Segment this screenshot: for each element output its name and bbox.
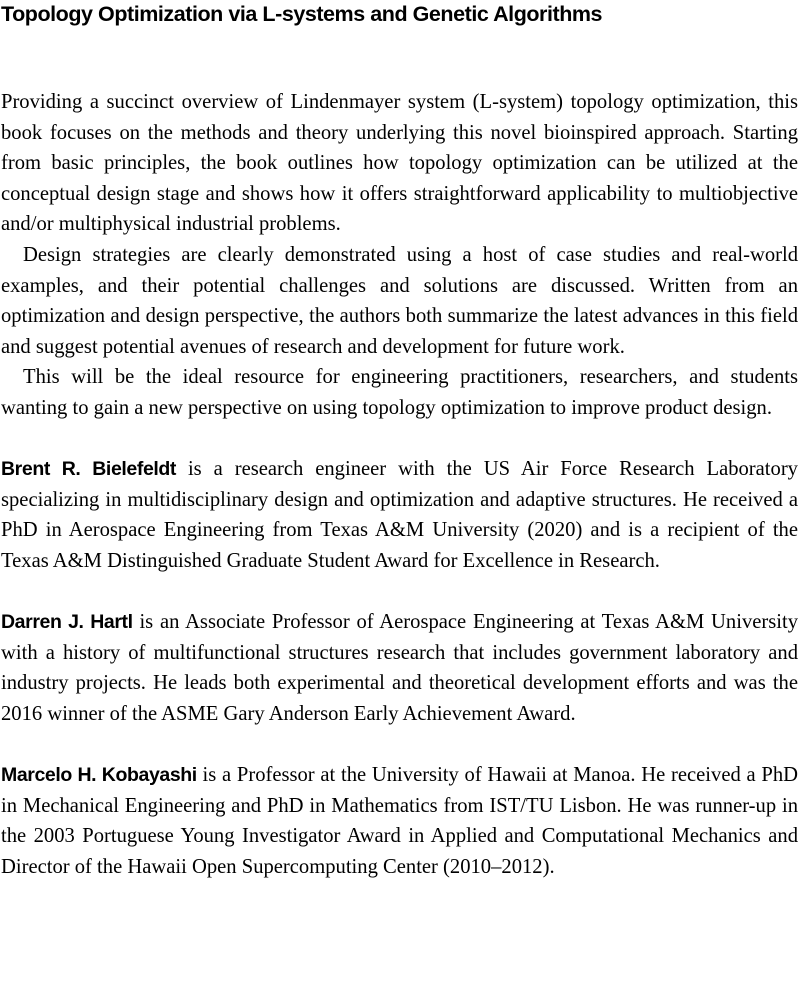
description-paragraph-2: Design strategies are clearly demonstrated using a host of case studies and real-world examples, and their potential challenges and solutions are discussed. Written from an optimization and design perspective, the authors both summarize the latest advances in this field and suggest potential avenues of research and development for future work. (1, 243, 798, 358)
author-bio-kobayashi (1, 760, 798, 882)
description-paragraph-1: Providing a succinct overview of Lindenmayer system (L-system) topology optimization, this book focuses on the methods and theory underlying this novel bioinspired approach. Starting from basic principles, the book outlines how topology optimization can be utilized at the conceptual design stage and shows how it offers straightforward applicability to multiobjective and/or multiphysical industrial problems. (1, 91, 798, 236)
description-paragraph-3: This will be the ideal resource for engineering practitioners, researchers, and students wanting to gain a new perspective on using topology optimization to improve product design. (1, 366, 798, 419)
book-back-cover-page (1, 0, 798, 882)
author-name-bielefeldt: Brent R. Bielefeldt (1, 458, 177, 481)
author-bio-bielefeldt (1, 454, 798, 576)
author-bio-text-kobayashi: is a Professor at the University of Hawaii at Manoa. He received a PhD in Mechanical Engineering and PhD in Mathematics from IST/TU Lisbon. He was runner-up in the 2003 Portuguese Young Investigator Award in Applied and Computational Mechanics and Director of the Hawaii Open Supercomputing Center (2010–2012). (1, 764, 798, 878)
author-name-kobayashi: Marcelo H. Kobayashi (1, 764, 197, 787)
author-name-hartl: Darren J. Hartl (1, 611, 133, 634)
author-bio-text-bielefeldt: is a research engineer with the US Air Force Research Laboratory specializing in multidisciplinary design and optimization and adaptive structures. He received a PhD in Aerospace Engineering from Texas A&M University (2020) and is a recipient of the Texas A&M Distinguished Graduate Student Award for Excellence in Research. (1, 458, 798, 572)
author-bio-text-hartl: is an Associate Professor of Aerospace Engineering at Texas A&M University with a history of multifunctional structures research that includes government laboratory and industry projects. He leads both experimental and theoretical development efforts and was the 2016 winner of the ASME Gary Anderson Early Achievement Award. (1, 611, 798, 725)
book-description (1, 87, 798, 424)
book-title: Topology Optimization via L-systems and Genetic Algorithms (1, 2, 603, 26)
author-bio-hartl (1, 607, 798, 729)
